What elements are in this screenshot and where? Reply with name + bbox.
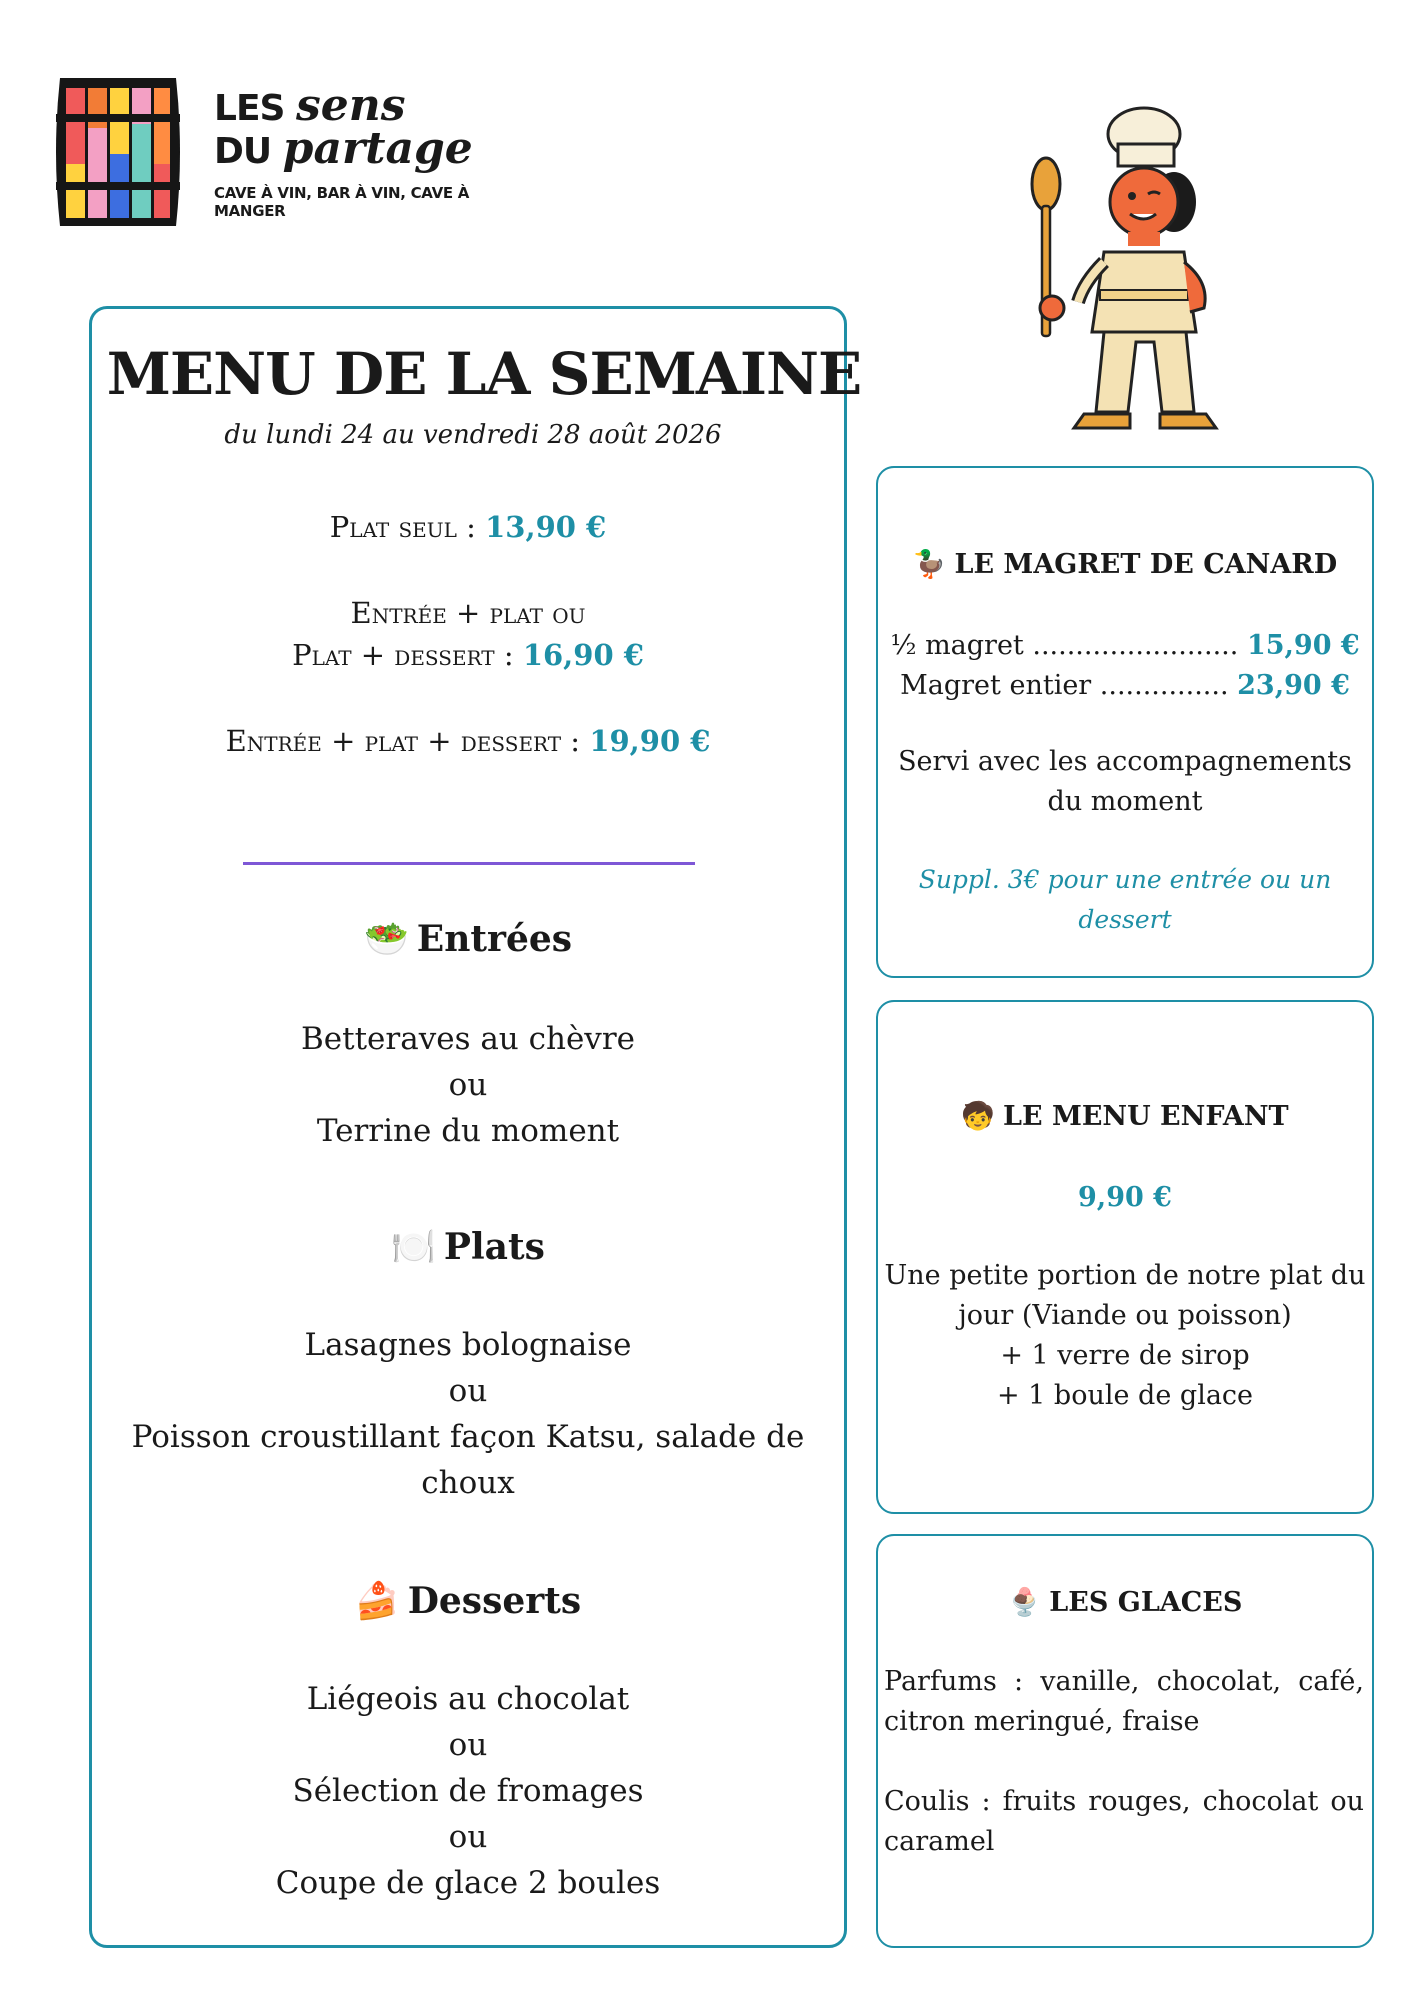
formula-entree-plat-line1: Entrée + plat ou: [350, 596, 586, 630]
menu-title: MENU DE LA SEMAINE: [106, 340, 862, 408]
barrel-icon: [48, 64, 188, 240]
brand-name: LES sens DU partage CAVE À VIN, BAR À VIN, CAVE À MANGER: [214, 86, 508, 220]
kids-menu-line: Une petite portion de notre plat du: [884, 1260, 1366, 1291]
list-item: ou: [448, 1727, 488, 1763]
list-item: ou: [448, 1819, 488, 1855]
chef-illustration: [1024, 102, 1244, 432]
kids-menu-line: + 1 verre de sirop: [1000, 1340, 1250, 1371]
kids-menu-line: jour (Viande ou poisson): [958, 1300, 1292, 1331]
ice-cream-icon: 🍨: [1007, 1587, 1042, 1618]
salad-icon: 🥗: [363, 919, 409, 960]
list-item: ou: [448, 1373, 488, 1409]
ice-cream-flavours: Parfums : vanille, chocolat, café, citron meringué, fraise: [884, 1666, 1364, 1737]
magret-served-line2: du moment: [1047, 786, 1203, 817]
list-item: ou: [448, 1067, 488, 1103]
list-item: choux: [421, 1465, 515, 1501]
magret-supplement: Suppl. 3€ pour une entrée ou un dessert: [918, 865, 1332, 934]
kids-menu-title: 🧒 LE MENU ENFANT: [961, 1101, 1289, 1132]
menu-dates: du lundi 24 au vendredi 28 août 2026: [224, 420, 722, 450]
cake-icon: 🍰: [354, 1581, 400, 1622]
kids-menu-line: + 1 boule de glace: [996, 1380, 1254, 1411]
magret-title: 🦆 LE MAGRET DE CANARD: [912, 549, 1338, 580]
list-item: Lasagnes bolognaise: [304, 1327, 632, 1363]
kids-menu-price: 9,90 €: [1078, 1182, 1172, 1213]
list-item: Terrine du moment: [316, 1113, 620, 1149]
ice-cream-title: 🍨 LES GLACES: [1007, 1587, 1243, 1618]
list-item: Liégeois au chocolat: [306, 1681, 630, 1717]
section-title-plats: 🍽️ Plats: [391, 1226, 545, 1268]
child-icon: 🧒: [961, 1101, 995, 1132]
magret-full-price: Magret entier ............... 23,90 €: [900, 670, 1350, 701]
ice-cream-coulis: Coulis : fruits rouges, chocolat ou caramel: [884, 1786, 1364, 1857]
list-item: Betteraves au chèvre: [301, 1021, 635, 1057]
plate-icon: 🍽️: [391, 1227, 436, 1268]
formula-plat-dessert: Plat + dessert : 16,90 €: [292, 638, 644, 672]
divider: [243, 862, 695, 865]
section-title-desserts: 🍰 Desserts: [354, 1580, 582, 1622]
formula-plat-seul: Plat seul : 13,90 €: [329, 510, 607, 544]
list-item: Coupe de glace 2 boules: [275, 1865, 661, 1901]
brand-tagline: CAVE À VIN, BAR À VIN, CAVE À MANGER: [214, 184, 470, 220]
duck-icon: 🦆: [912, 549, 947, 580]
magret-served-line1: Servi avec les accompagnements: [898, 746, 1352, 777]
magret-half-price: ½ magret ........................ 15,90 €: [890, 630, 1360, 661]
formula-complete: Entrée + plat + dessert : 19,90 €: [225, 724, 711, 758]
list-item: Sélection de fromages: [292, 1773, 644, 1809]
section-title-entrees: 🥗 Entrées: [363, 918, 573, 960]
brand-logo: [48, 64, 508, 244]
list-item: Poisson croustillant façon Katsu, salade de: [131, 1419, 805, 1455]
